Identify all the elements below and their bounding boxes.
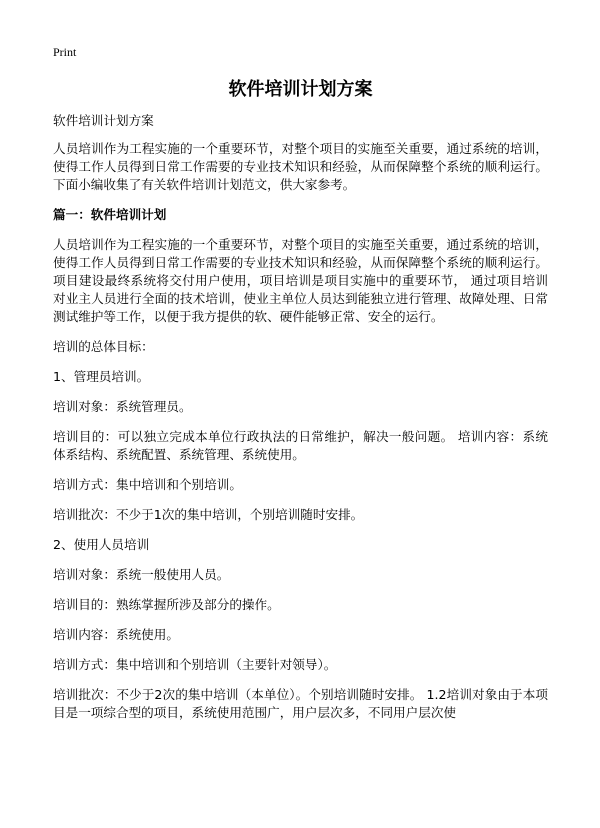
print-link[interactable]: Print — [53, 45, 77, 59]
item-title-users: 2、使用人员培训 — [53, 537, 150, 552]
user-training-content: 培训内容：系统使用。 — [53, 627, 179, 642]
section-paragraph: 人员培训作为工程实施的一个重要环节，对整个项目的实施至关重要，通过系统的培训，使得工作人员得到日常工作需要的专业技术知识和经验，从而保障整个系统的顺利运行。 项目建设最终系统将交付用户使用，项目培训是项目实施中的重要环节， 通过项目培训对业主人员进行全面的技术培训，使业主单位人员达到能独立进行管理、故障处理、日常测试维护等工作，以便于我方提供的软、硬件能够正常、安全的运行。 — [53, 237, 548, 324]
item-title-admin: 1、管理员培训。 — [53, 369, 150, 384]
user-training-purpose: 培训目的：熟练掌握所涉及部分的操作。 — [53, 597, 280, 612]
admin-training-purpose: 培训目的：可以独立完成本单位行政执法的日常维护，解决一般问题。 培训内容：系统体系结构、系统配置、系统管理、系统使用。 — [53, 429, 548, 462]
user-training-batches: 培训批次：不少于2次的集中培训（本单位）。个别培训随时安排。 1.2培训对象由于本项目是一项综合型的项目，系统使用范围广，用户层次多，不同用户层次使 — [53, 687, 548, 720]
document-title: 软件培训计划方案 — [228, 79, 373, 100]
admin-training-target: 培训对象：系统管理员。 — [53, 399, 192, 414]
user-training-method: 培训方式：集中培训和个别培训（主要针对领导）。 — [53, 657, 337, 672]
admin-training-method: 培训方式：集中培训和个别培训。 — [53, 477, 242, 492]
section-heading: 篇一：软件培训计划 — [53, 207, 167, 222]
overall-goal-label: 培训的总体目标： — [53, 339, 154, 354]
admin-training-batches: 培训批次：不少于1次的集中培训，个别培训随时安排。 — [53, 507, 364, 522]
intro-paragraph: 人员培训作为工程实施的一个重要环节，对整个项目的实施至关重要，通过系统的培训，使得工作人员得到日常工作需要的专业技术知识和经验，从而保障整个系统的顺利运行。下面小编收集了有关软件培训计划范文，供大家参考。 — [53, 141, 548, 192]
document-subtitle: 软件培训计划方案 — [53, 113, 154, 128]
user-training-target: 培训对象：系统一般使用人员。 — [53, 567, 230, 582]
